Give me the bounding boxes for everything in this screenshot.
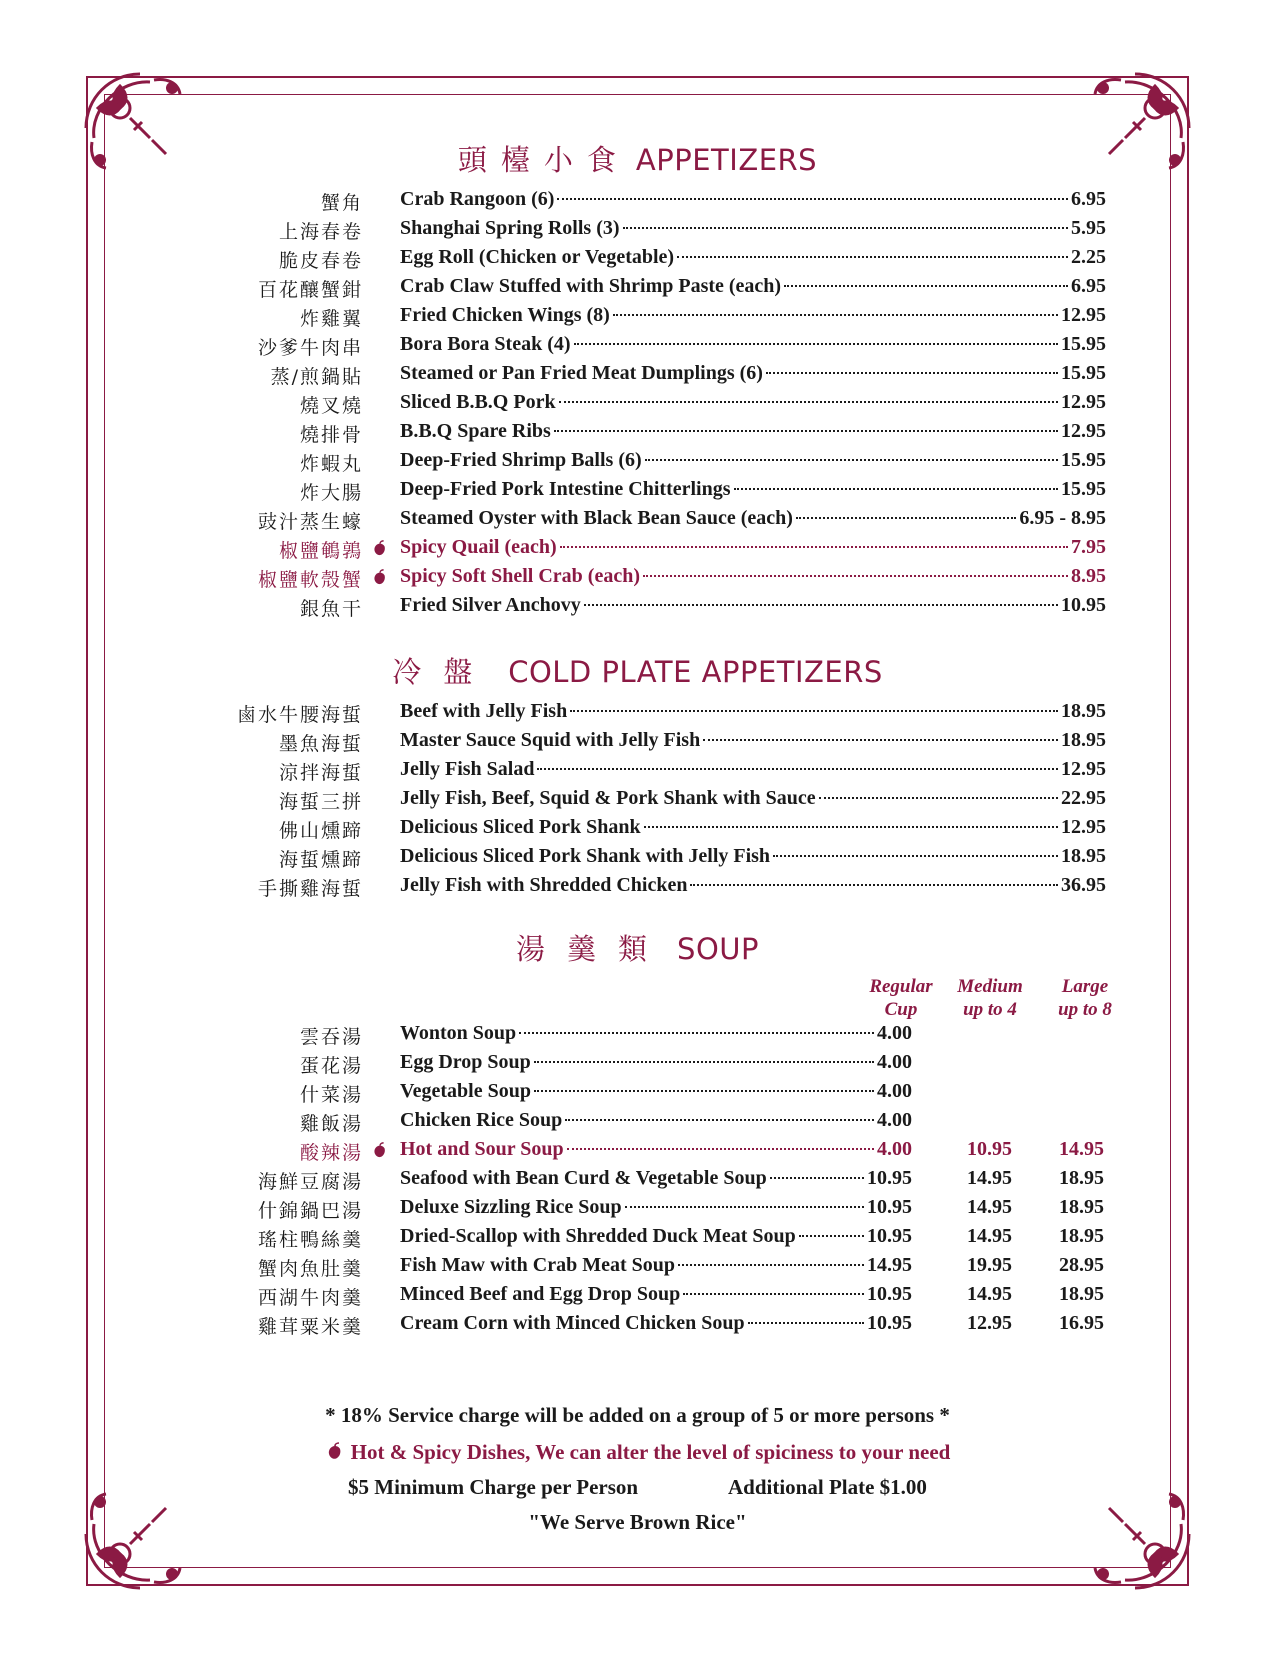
dot-leader <box>678 1264 864 1266</box>
menu-item-chinese-name: 什菜湯 <box>299 1084 363 1106</box>
cold-plate-title <box>0 650 1275 691</box>
menu-item-name: Vegetable Soup <box>400 1080 531 1102</box>
menu-item-line <box>400 700 1106 723</box>
menu-item-line <box>400 449 1106 472</box>
dot-leader <box>644 826 1058 828</box>
menu-item-row <box>0 188 1275 216</box>
soup-price-large: 18.95 <box>1059 1196 1104 1218</box>
soup-title-zh: 湯羹類 <box>516 932 670 966</box>
dot-leader <box>554 430 1058 432</box>
dot-leader <box>703 739 1058 741</box>
menu-item-row <box>0 874 1275 902</box>
menu-item-row <box>0 1109 1275 1137</box>
menu-item-chinese-name: 瑤柱鴨絲羹 <box>257 1229 363 1251</box>
menu-item-price: 7.95 <box>1071 536 1106 558</box>
menu-item-row <box>0 729 1275 757</box>
menu-item-row <box>0 507 1275 535</box>
menu-item-name: Deluxe Sizzling Rice Soup <box>400 1196 622 1218</box>
dot-leader <box>534 1061 874 1063</box>
menu-item-row <box>0 787 1275 815</box>
menu-item-line <box>400 729 1106 752</box>
menu-item-price: 14.95 <box>867 1254 912 1276</box>
menu-item-row <box>0 536 1275 564</box>
menu-item-name: Fried Chicken Wings (8) <box>400 304 610 326</box>
menu-item-name: Fried Silver Anchovy <box>400 594 581 616</box>
menu-item-name: Jelly Fish Salad <box>400 758 535 780</box>
menu-item-line <box>400 507 1106 530</box>
soup-price-medium: 19.95 <box>967 1254 1012 1276</box>
soup-price-large: 28.95 <box>1059 1254 1104 1276</box>
dot-leader <box>766 372 1058 374</box>
menu-item-row <box>0 594 1275 622</box>
menu-item-name: Fish Maw with Crab Meat Soup <box>400 1254 676 1276</box>
menu-item-line <box>400 594 1106 617</box>
menu-item-line <box>400 362 1106 385</box>
brown-rice-note: "We Serve Brown Rice" <box>528 1510 747 1534</box>
menu-item-price: 4.00 <box>877 1022 912 1044</box>
menu-item-line <box>400 1022 912 1045</box>
menu-item-name: Cream Corn with Minced Chicken Soup <box>400 1312 745 1334</box>
dot-leader <box>796 517 1016 519</box>
appetizers-title-zh: 頭檯小食 <box>457 143 630 177</box>
dot-leader <box>557 198 1068 200</box>
dot-leader <box>748 1322 864 1324</box>
dot-leader <box>567 1148 874 1150</box>
menu-item-line <box>400 758 1106 781</box>
soup-title <box>0 927 1275 968</box>
menu-item-chinese-name: 炸雞翼 <box>299 308 363 330</box>
menu-item-price: 10.95 <box>867 1312 912 1334</box>
chili-pepper-icon <box>325 1442 345 1462</box>
soup-price-large: 14.95 <box>1059 1138 1104 1160</box>
menu-item-name: Deep-Fried Pork Intestine Chitterlings <box>400 478 731 500</box>
menu-item-line <box>400 874 1106 897</box>
menu-item-row <box>0 449 1275 477</box>
menu-item-name: Shanghai Spring Rolls (3) <box>400 217 620 239</box>
menu-item-name: Crab Rangoon (6) <box>400 188 555 210</box>
menu-item-chinese-name: 炸蝦丸 <box>299 453 363 475</box>
menu-item-price: 10.95 <box>867 1283 912 1305</box>
menu-item-chinese-name: 蟹肉魚肚羹 <box>257 1258 363 1280</box>
dot-leader <box>565 1119 874 1121</box>
chili-pepper-icon <box>371 1142 389 1160</box>
menu-item-price: 6.95 <box>1071 188 1106 210</box>
menu-item-name: Deep-Fried Shrimp Balls (6) <box>400 449 642 471</box>
menu-item-chinese-name: 海蜇三拼 <box>278 791 363 813</box>
appetizers-title <box>0 138 1275 179</box>
menu-item-chinese-name: 炸大腸 <box>299 482 363 504</box>
menu-item-name: Spicy Soft Shell Crab (each) <box>400 565 640 587</box>
cold-plate-title-en: COLD PLATE APPETIZERS <box>508 655 883 689</box>
menu-item-row <box>0 420 1275 448</box>
menu-item-price: 4.00 <box>877 1138 912 1160</box>
dot-leader <box>643 575 1068 577</box>
menu-item-name: Delicious Sliced Pork Shank <box>400 816 641 838</box>
menu-item-name: Hot and Sour Soup <box>400 1138 564 1160</box>
menu-item-row <box>0 1167 1275 1195</box>
menu-item-price: 15.95 <box>1061 362 1106 384</box>
menu-item-price: 22.95 <box>1061 787 1106 809</box>
menu-item-line <box>400 333 1106 356</box>
menu-item-line <box>400 478 1106 501</box>
menu-item-price: 4.00 <box>877 1051 912 1073</box>
soup-price-large: 16.95 <box>1059 1312 1104 1334</box>
dot-leader <box>784 285 1068 287</box>
menu-item-line <box>400 391 1106 414</box>
menu-item-line <box>400 816 1106 839</box>
menu-item-name: Bora Bora Steak (4) <box>400 333 571 355</box>
soup-price-large: 18.95 <box>1059 1167 1104 1189</box>
menu-item-price: 12.95 <box>1061 420 1106 442</box>
dot-leader <box>819 797 1058 799</box>
menu-item-chinese-name: 蟹角 <box>320 192 363 214</box>
soup-header-medium-line2: up to 4 <box>963 999 1017 1020</box>
fleur-de-lis-corner-icon <box>1083 1482 1195 1594</box>
menu-item-chinese-name: 西湖牛肉羹 <box>257 1287 363 1309</box>
menu-item-row <box>0 1138 1275 1166</box>
menu-item-row <box>0 1022 1275 1050</box>
menu-item-line <box>400 1196 912 1219</box>
menu-item-chinese-name: 雲吞湯 <box>299 1026 363 1048</box>
dot-leader <box>773 855 1058 857</box>
menu-item-row <box>0 1080 1275 1108</box>
soup-header-large <box>1040 975 1130 1021</box>
menu-item-line <box>400 275 1106 298</box>
dot-leader <box>537 768 1058 770</box>
cold-plate-title-zh: 冷盤 <box>392 655 495 689</box>
menu-item-row <box>0 1312 1275 1340</box>
menu-item-name: Delicious Sliced Pork Shank with Jelly Fish <box>400 845 771 867</box>
menu-item-price: 18.95 <box>1061 700 1106 722</box>
spicy-note <box>0 1440 1275 1465</box>
soup-price-medium: 14.95 <box>967 1283 1012 1305</box>
menu-item-chinese-name: 雞飯湯 <box>299 1113 363 1135</box>
menu-item-price: 18.95 <box>1061 729 1106 751</box>
menu-item-name: Chicken Rice Soup <box>400 1109 563 1131</box>
menu-item-chinese-name: 豉汁蒸生蠔 <box>257 511 363 533</box>
dot-leader <box>570 710 1058 712</box>
menu-item-line <box>400 420 1106 443</box>
menu-item-line <box>400 1312 912 1335</box>
dot-leader <box>560 546 1068 548</box>
menu-item-chinese-name: 鹵水牛腰海蜇 <box>236 704 363 726</box>
menu-item-row <box>0 304 1275 332</box>
menu-item-name: Steamed Oyster with Black Bean Sauce (each) <box>400 507 793 529</box>
soup-price-medium: 14.95 <box>967 1196 1012 1218</box>
menu-item-name: Beef with Jelly Fish <box>400 700 568 722</box>
menu-item-name: Spicy Quail (each) <box>400 536 557 558</box>
menu-item-line <box>400 1167 912 1190</box>
menu-item-chinese-name: 蛋花湯 <box>299 1055 363 1077</box>
menu-item-row <box>0 565 1275 593</box>
menu-item-row <box>0 758 1275 786</box>
menu-item-chinese-name: 佛山燻蹄 <box>278 820 363 842</box>
menu-item-name: Seafood with Bean Curd & Vegetable Soup <box>400 1167 767 1189</box>
menu-item-chinese-name: 什錦鍋巴湯 <box>257 1200 363 1222</box>
menu-item-name: Minced Beef and Egg Drop Soup <box>400 1283 681 1305</box>
menu-item-line <box>400 1225 912 1248</box>
menu-item-chinese-name: 沙爹牛肉串 <box>257 337 363 359</box>
dot-leader <box>770 1177 864 1179</box>
menu-item-row <box>0 275 1275 303</box>
menu-item-price: 10.95 <box>867 1225 912 1247</box>
menu-item-line <box>400 1080 912 1103</box>
menu-item-price: 36.95 <box>1061 874 1106 896</box>
menu-item-name: Egg Roll (Chicken or Vegetable) <box>400 246 675 268</box>
soup-header-large-line1: Large <box>1061 976 1109 997</box>
chili-pepper-icon <box>371 569 389 587</box>
service-charge-note: * 18% Service charge will be added on a group of 5 or more persons * <box>325 1403 950 1427</box>
menu-item-name: Egg Drop Soup <box>400 1051 531 1073</box>
soup-header-large-line2: up to 8 <box>1058 999 1112 1020</box>
dot-leader <box>677 256 1068 258</box>
menu-item-line <box>400 188 1106 211</box>
menu-item-price: 5.95 <box>1071 217 1106 239</box>
menu-item-row <box>0 217 1275 245</box>
menu-item-chinese-name: 椒鹽軟殼蟹 <box>257 569 363 591</box>
menu-item-line <box>400 1283 912 1306</box>
menu-item-row <box>0 1225 1275 1253</box>
additional-plate-note: Additional Plate $1.00 <box>728 1475 927 1499</box>
menu-item-line <box>400 1051 912 1074</box>
menu-item-price: 8.95 <box>1071 565 1106 587</box>
dot-leader <box>623 227 1068 229</box>
dot-leader <box>534 1090 874 1092</box>
dot-leader <box>613 314 1058 316</box>
soup-title-en: SOUP <box>677 932 759 966</box>
soup-header-medium-line1: Medium <box>957 976 1023 997</box>
menu-item-row <box>0 1254 1275 1282</box>
menu-item-chinese-name: 燒叉燒 <box>299 395 363 417</box>
menu-item-row <box>0 362 1275 390</box>
menu-item-price: 4.00 <box>877 1109 912 1131</box>
menu-item-line <box>400 304 1106 327</box>
menu-item-price: 12.95 <box>1061 816 1106 838</box>
menu-item-name: Jelly Fish with Shredded Chicken <box>400 874 688 896</box>
menu-item-name: B.B.Q Spare Ribs <box>400 420 551 442</box>
menu-item-name: Dried-Scallop with Shredded Duck Meat Soup <box>400 1225 796 1247</box>
menu-item-price: 10.95 <box>867 1196 912 1218</box>
menu-item-row <box>0 391 1275 419</box>
menu-item-price: 15.95 <box>1061 333 1106 355</box>
menu-item-name: Crab Claw Stuffed with Shrimp Paste (each) <box>400 275 782 297</box>
menu-item-price: 12.95 <box>1061 391 1106 413</box>
menu-item-chinese-name: 上海春卷 <box>278 221 363 243</box>
menu-item-row <box>0 1196 1275 1224</box>
dot-leader <box>584 604 1058 606</box>
menu-item-price: 10.95 <box>1061 594 1106 616</box>
menu-item-line <box>400 217 1106 240</box>
dot-leader <box>574 343 1058 345</box>
dot-leader <box>625 1206 864 1208</box>
chili-pepper-icon <box>371 540 389 558</box>
menu-item-price: 10.95 <box>867 1167 912 1189</box>
dot-leader <box>690 884 1058 886</box>
menu-item-price: 15.95 <box>1061 478 1106 500</box>
menu-item-price: 6.95 <box>1071 275 1106 297</box>
menu-item-row <box>0 1051 1275 1079</box>
menu-item-line <box>400 1109 912 1132</box>
menu-item-name: Sliced B.B.Q Pork <box>400 391 556 413</box>
menu-item-price: 15.95 <box>1061 449 1106 471</box>
menu-item-price: 6.95 - 8.95 <box>1019 507 1106 529</box>
menu-item-name: Jelly Fish, Beef, Squid & Pork Shank with Sauce <box>400 787 816 809</box>
menu-item-row <box>0 478 1275 506</box>
menu-item-chinese-name: 燒排骨 <box>299 424 363 446</box>
menu-item-chinese-name: 墨魚海蜇 <box>278 733 363 755</box>
soup-header-medium <box>945 975 1035 1021</box>
menu-item-row <box>0 845 1275 873</box>
soup-price-medium: 14.95 <box>967 1167 1012 1189</box>
menu-item-chinese-name: 海蜇燻蹄 <box>278 849 363 871</box>
dot-leader <box>519 1032 874 1034</box>
dot-leader <box>559 401 1058 403</box>
soup-price-large: 18.95 <box>1059 1283 1104 1305</box>
menu-item-price: 12.95 <box>1061 758 1106 780</box>
menu-item-chinese-name: 椒鹽鵪鶉 <box>278 540 363 562</box>
menu-item-line <box>400 246 1106 269</box>
soup-price-medium: 14.95 <box>967 1225 1012 1247</box>
menu-item-chinese-name: 海鮮豆腐湯 <box>257 1171 363 1193</box>
menu-item-line <box>400 565 1106 588</box>
menu-item-price: 18.95 <box>1061 845 1106 867</box>
soup-price-medium: 12.95 <box>967 1312 1012 1334</box>
soup-header-regular-line2: Cup <box>884 999 918 1020</box>
dot-leader <box>683 1293 864 1295</box>
menu-item-chinese-name: 蒸/煎鍋貼 <box>270 366 363 388</box>
menu-item-chinese-name: 銀魚干 <box>299 598 363 620</box>
menu-item-line <box>400 1254 912 1277</box>
soup-price-medium: 10.95 <box>967 1138 1012 1160</box>
menu-item-row <box>0 700 1275 728</box>
minimum-charge-note: $5 Minimum Charge per Person <box>348 1475 639 1499</box>
menu-item-price: 2.25 <box>1071 246 1106 268</box>
menu-item-name: Steamed or Pan Fried Meat Dumplings (6) <box>400 362 763 384</box>
menu-item-chinese-name: 手撕雞海蜇 <box>257 878 363 900</box>
menu-item-chinese-name: 涼拌海蜇 <box>278 762 363 784</box>
soup-header-regular <box>856 975 946 1021</box>
menu-item-chinese-name: 百花釀蟹鉗 <box>257 279 363 301</box>
soup-price-large: 18.95 <box>1059 1225 1104 1247</box>
menu-item-row <box>0 1283 1275 1311</box>
spicy-note-text: Hot & Spicy Dishes, We can alter the level of spiciness to your need <box>350 1440 951 1464</box>
menu-item-chinese-name: 脆皮春卷 <box>278 250 363 272</box>
menu-item-name: Master Sauce Squid with Jelly Fish <box>400 729 701 751</box>
menu-item-line <box>400 787 1106 810</box>
soup-header-regular-line1: Regular <box>869 976 933 997</box>
menu-item-line <box>400 536 1106 559</box>
appetizers-title-en: APPETIZERS <box>635 143 818 177</box>
menu-item-chinese-name: 雞茸粟米羹 <box>257 1316 363 1338</box>
dot-leader <box>734 488 1058 490</box>
menu-item-row <box>0 333 1275 361</box>
dot-leader <box>645 459 1058 461</box>
menu-item-row <box>0 246 1275 274</box>
menu-item-price: 4.00 <box>877 1080 912 1102</box>
fleur-de-lis-corner-icon <box>80 1482 192 1594</box>
dot-leader <box>799 1235 864 1237</box>
menu-item-line <box>400 1138 912 1161</box>
menu-item-name: Wonton Soup <box>400 1022 517 1044</box>
menu-item-chinese-name: 酸辣湯 <box>299 1142 363 1164</box>
menu-item-price: 12.95 <box>1061 304 1106 326</box>
menu-item-line <box>400 845 1106 868</box>
menu-item-row <box>0 816 1275 844</box>
